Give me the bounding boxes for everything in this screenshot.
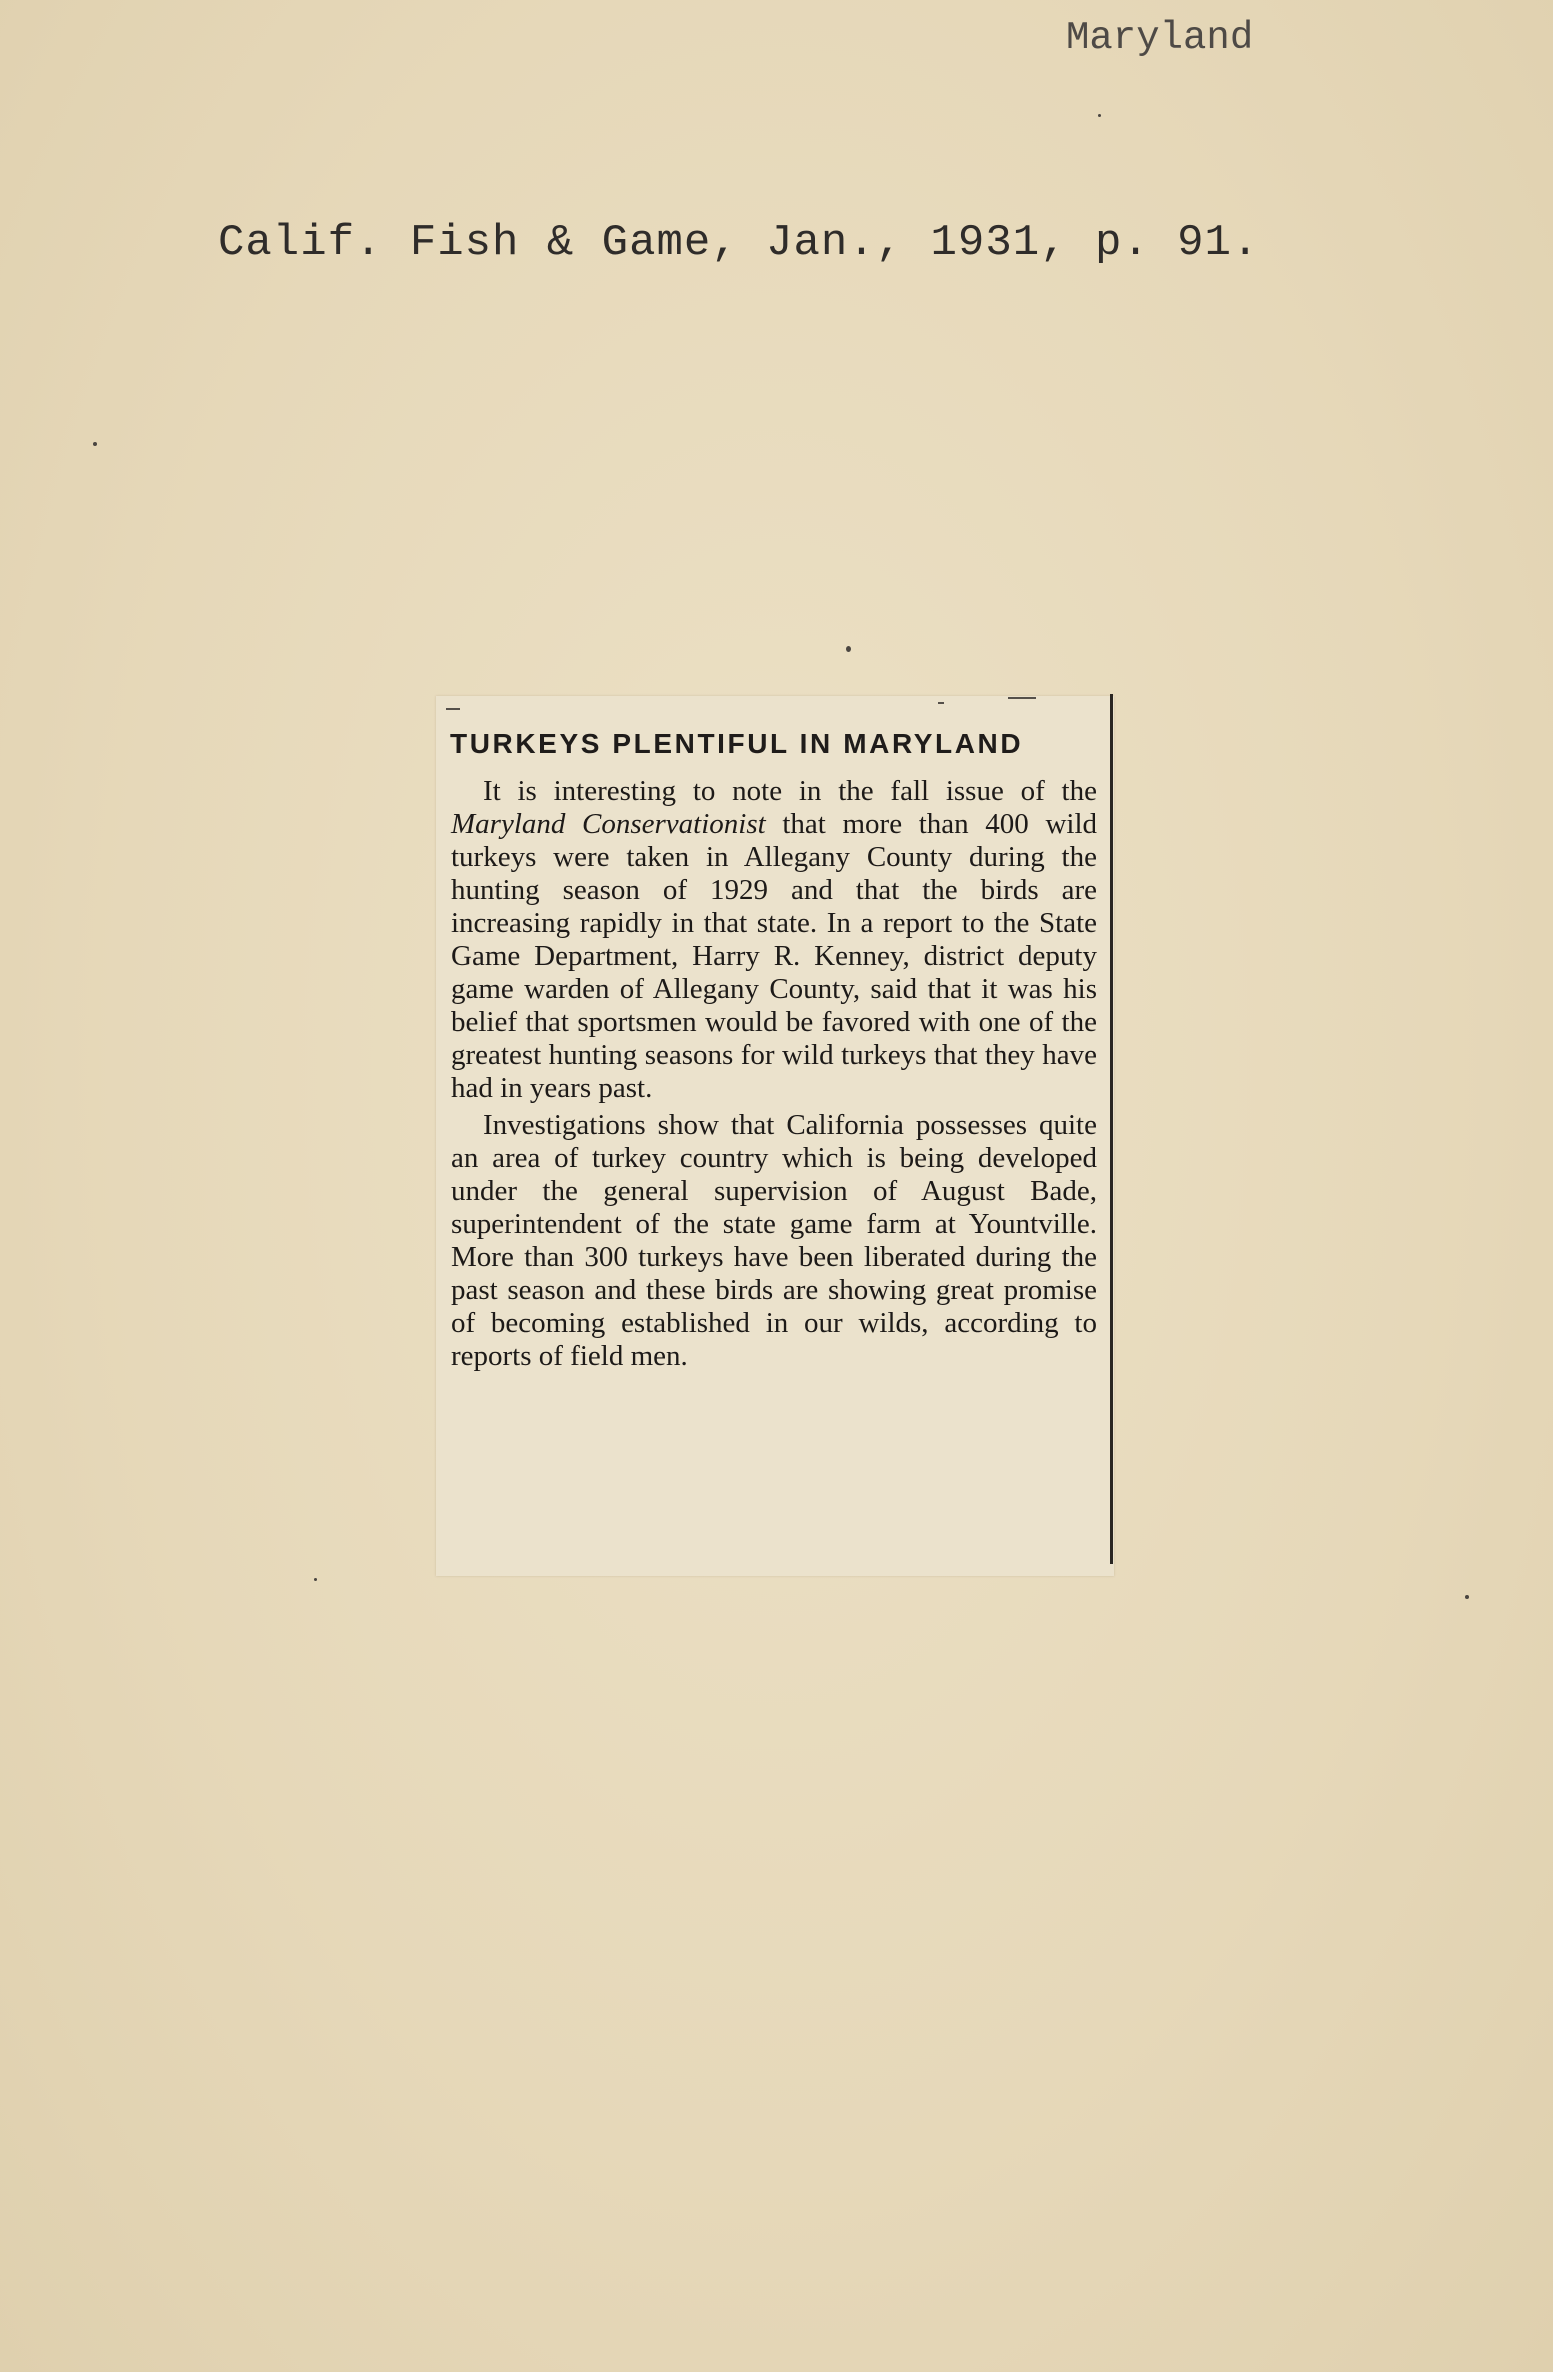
citation-line: Calif. Fish & Game, Jan., 1931, p. 91.: [218, 218, 1260, 268]
paper-speck: [846, 646, 851, 652]
paper-speck: [93, 442, 97, 446]
clipping-column-rule: [1110, 694, 1113, 1564]
clipping-edge-mark: [938, 702, 944, 704]
paragraph-1-text-end: that more than 400 wild turkeys were taken in Allegany County during the hunting season of 1929 and that the birds are increasing rapidly in that state. In a report to the State Game Department, Harry R. Kenney, district deputy game warden of Allegany County, said that it was his belief that sportsmen would be favored with one of the greatest hunting seasons for wild turkeys that they have had in years past.: [451, 808, 1098, 1104]
article-paragraph-1: [451, 775, 1097, 1105]
paragraph-1-text-start: It is interesting to note in the fall issue of the: [483, 775, 1097, 807]
state-label: Maryland: [1066, 16, 1254, 60]
clipping-edge-mark: [446, 708, 460, 710]
paper-speck: [314, 1578, 317, 1581]
article-body: [451, 775, 1097, 1373]
paper-speck: [1465, 1595, 1469, 1599]
article-headline: TURKEYS PLENTIFUL IN MARYLAND: [450, 728, 1024, 759]
article-paragraph-2: [451, 1109, 1097, 1373]
paragraph-2-text: Investigations show that California possesses quite an area of turkey country which is being developed under the general supervision of August Bade, superintendent of the state game farm at Yountville. More than 300 turkeys have been liberated during the past season and these birds are showing great promise of becoming established in our wilds, according to reports of field men.: [451, 1109, 1097, 1372]
paper-speck: [1098, 114, 1101, 117]
clipping-edge-mark: [1008, 697, 1036, 699]
publication-title: Maryland Conservationist: [451, 808, 766, 840]
